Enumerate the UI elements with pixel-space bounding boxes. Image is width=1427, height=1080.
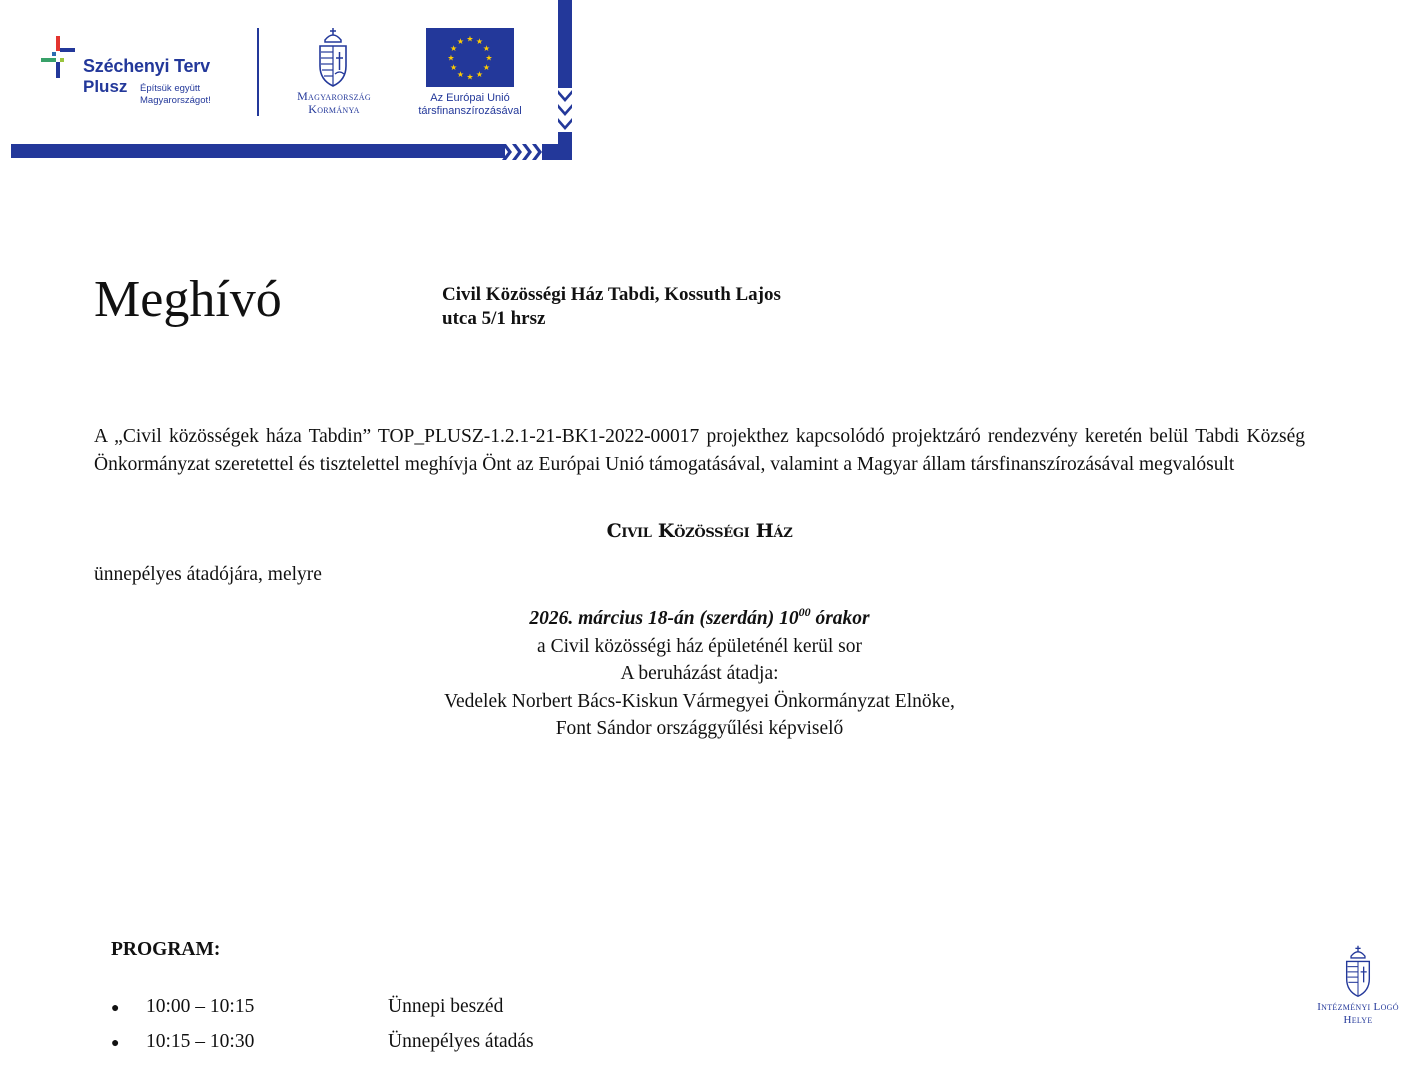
eu-star-icon: ★	[449, 63, 458, 72]
page-title: Meghívó	[94, 271, 282, 328]
eu-star-icon: ★	[456, 69, 465, 79]
eu-logo	[405, 26, 535, 120]
government-line-2: Kormánya	[308, 102, 360, 116]
address-line-2: utca 5/1 hrsz	[442, 308, 546, 329]
hungarian-crest-icon	[1343, 944, 1373, 998]
szechenyi-title: Széchenyi Terv	[83, 56, 210, 76]
institution-line-2: Helye	[1343, 1014, 1373, 1026]
logo-divider	[257, 28, 259, 116]
program-heading: PROGRAM:	[111, 939, 221, 960]
eu-star-icon: ★	[447, 53, 455, 63]
program-time: 10:15 – 10:30	[146, 1031, 255, 1052]
government-label	[282, 90, 386, 116]
chevrons-right-icon	[502, 144, 572, 160]
eu-star-icon: ★	[449, 44, 458, 53]
event-date	[94, 605, 1305, 633]
banner-bottom-bar	[11, 144, 505, 158]
address-line-1: Civil Közösségi Ház Tabdi, Kossuth Lajos	[442, 284, 781, 305]
eu-star-icon: ★	[456, 37, 465, 47]
eu-star-icon: ★	[475, 69, 484, 79]
header-banner	[0, 0, 575, 162]
date-main: 2026. március 18-án (szerdán) 10	[529, 608, 799, 629]
program-description: Ünnepélyes átadás	[388, 1031, 534, 1052]
institution-logo-placeholder	[1305, 944, 1411, 1034]
event-address	[442, 283, 781, 331]
event-name: Civil Közösségi Ház	[606, 520, 793, 542]
eu-star-icon: ★	[466, 72, 474, 82]
government-logo	[282, 26, 386, 120]
banner-right-bar	[558, 0, 572, 86]
eu-star-icon: ★	[466, 34, 474, 44]
bullet-icon: ●	[111, 1036, 120, 1051]
intro-paragraph: A „Civil közösségek háza Tabdin” TOP_PLUSZ-1.2.1-21-BK1-2022-00017 projekthez kapcsolódó projektzáró rendezvény keretén belül Tabdi Község Önkormányzat szeretettel és tisztelettel meghívja Önt az Európai Unió támogatásával, valamint a Magyar állam társfinanszírozásával megvalósult	[94, 426, 1305, 475]
szechenyi-plus: Plusz	[83, 77, 128, 96]
speaker-1: Vedelek Norbert Bács-Kiskun Vármegyei Önkormányzat Elnöke,	[444, 690, 955, 712]
eu-flag-icon	[426, 28, 514, 87]
eu-star-icon: ★	[482, 63, 491, 72]
hungarian-crest-icon	[316, 26, 350, 88]
date-suffix: órakor	[810, 608, 870, 629]
institution-line-1: Intézményi Logó	[1317, 1001, 1399, 1013]
bullet-icon: ●	[111, 1001, 120, 1016]
eu-star-icon: ★	[475, 37, 484, 47]
institution-logo-label	[1305, 1001, 1411, 1027]
date-superscript: 00	[798, 605, 811, 619]
government-line-1: Magyarország	[297, 89, 371, 103]
szechenyi-cross-icon	[38, 34, 78, 82]
handover-label: A beruházást átadja:	[620, 663, 779, 685]
eu-line-1: Az Európai Unió	[430, 92, 510, 104]
program-time: 10:00 – 10:15	[146, 996, 255, 1017]
eu-star-icon: ★	[485, 53, 493, 63]
lead-text: ünnepélyes átadójára, melyre	[94, 564, 322, 585]
szechenyi-slogan	[140, 83, 211, 107]
eu-star-icon: ★	[482, 44, 491, 53]
slogan-line-1: Építsük együtt	[140, 83, 201, 94]
szechenyi-terv-logo	[38, 34, 238, 114]
event-details	[94, 605, 1305, 743]
slogan-line-2: Magyarországot!	[140, 95, 211, 106]
chevrons-down-icon	[555, 84, 575, 146]
eu-line-2: társfinanszírozásával	[418, 105, 522, 117]
eu-label	[405, 92, 535, 118]
event-location: a Civil közösségi ház épületénél kerül sor	[537, 635, 862, 657]
program-description: Ünnepi beszéd	[388, 996, 504, 1017]
speaker-2: Font Sándor országgyűlési képviselő	[555, 718, 844, 740]
